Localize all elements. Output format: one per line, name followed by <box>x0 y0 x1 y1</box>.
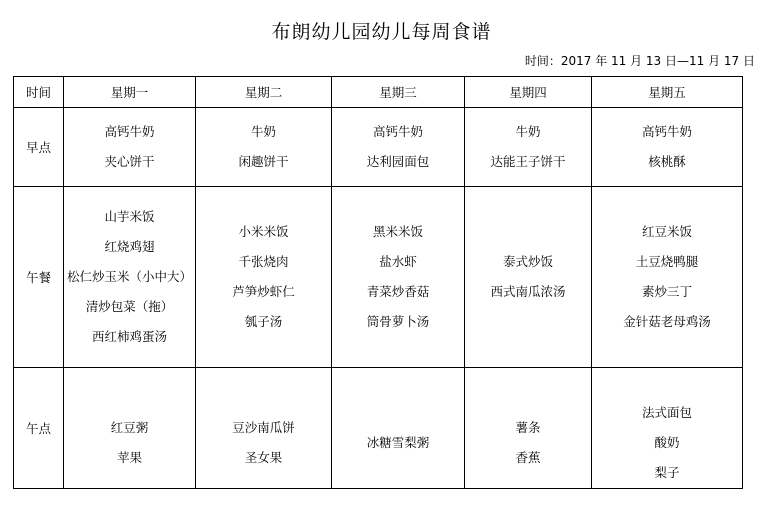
menu-item: 香蕉 <box>515 450 541 465</box>
menu-item: 红豆米饭 <box>641 224 692 239</box>
cell-breakfast-wed <box>332 108 465 187</box>
table-header-row <box>14 77 743 108</box>
menu-item: 红烧鸡翅 <box>104 239 155 254</box>
menu-item: 冰糖雪梨粥 <box>366 435 430 450</box>
table-row-lunch <box>14 187 743 368</box>
menu-item: 夹心饼干 <box>104 154 155 169</box>
cell-snack-wed <box>332 368 465 489</box>
row-label-lunch: 午餐 <box>14 187 64 368</box>
header-friday: 星期五 <box>592 77 743 108</box>
menu-item: 青菜炒香菇 <box>366 284 430 299</box>
menu-item: 筒骨萝卜汤 <box>366 314 430 329</box>
menu-item: 豆沙南瓜饼 <box>232 420 295 435</box>
menu-item: 金针菇老母鸡汤 <box>623 314 711 329</box>
menu-item: 苹果 <box>116 450 142 465</box>
header-tuesday: 星期二 <box>196 77 332 108</box>
table-row-breakfast <box>14 108 743 187</box>
cell-snack-mon <box>64 368 196 489</box>
header-time: 时间 <box>14 77 64 108</box>
cell-lunch-wed <box>332 187 465 368</box>
weekly-menu-table <box>13 76 743 489</box>
menu-item: 盐水虾 <box>379 254 417 269</box>
menu-item: 土豆烧鸭腿 <box>635 254 699 269</box>
cell-lunch-tue <box>196 187 332 368</box>
menu-item: 牛奶 <box>515 124 541 139</box>
menu-item: 达利园面包 <box>366 154 430 169</box>
menu-item: 瓠子汤 <box>244 314 283 329</box>
menu-item: 西红柿鸡蛋汤 <box>91 329 167 344</box>
menu-item: 西式南瓜浓汤 <box>490 284 566 299</box>
menu-item: 梨子 <box>654 465 680 480</box>
cell-breakfast-thu <box>465 108 592 187</box>
cell-snack-fri <box>592 368 743 489</box>
cell-breakfast-fri <box>592 108 743 187</box>
page-title: 布朗幼儿园幼儿每周食谱 <box>271 21 492 43</box>
menu-item: 松仁炒玉米（小中大） <box>66 269 192 284</box>
menu-item: 闲趣饼干 <box>238 154 289 169</box>
cell-snack-thu <box>465 368 592 489</box>
menu-item: 薯条 <box>515 420 541 435</box>
row-label-afternoon-snack: 午点 <box>14 368 64 489</box>
menu-item: 高钙牛奶 <box>104 124 155 139</box>
cell-snack-tue <box>196 368 332 489</box>
header-thursday: 星期四 <box>465 77 592 108</box>
header-wednesday: 星期三 <box>332 77 465 108</box>
row-label-breakfast: 早点 <box>14 108 64 187</box>
menu-item: 圣女果 <box>244 450 283 465</box>
menu-item: 法式面包 <box>641 405 692 420</box>
menu-item: 达能王子饼干 <box>490 154 566 169</box>
menu-item: 酸奶 <box>654 435 680 450</box>
menu-item: 红豆粥 <box>110 420 149 435</box>
menu-item: 牛奶 <box>250 124 276 139</box>
menu-item: 高钙牛奶 <box>641 124 692 139</box>
menu-item: 小米米饭 <box>238 224 289 239</box>
table-row-afternoon-snack <box>14 368 743 489</box>
date-range: 时间：2017 年 11 月 13 日—11 月 17 日 <box>524 54 755 68</box>
cell-lunch-thu <box>465 187 592 368</box>
cell-breakfast-tue <box>196 108 332 187</box>
cell-lunch-fri <box>592 187 743 368</box>
menu-item: 核桃酥 <box>648 154 686 169</box>
menu-item: 芦笋炒虾仁 <box>232 284 295 299</box>
menu-item: 黑米米饭 <box>372 224 423 239</box>
menu-item: 山芋米饭 <box>104 209 155 224</box>
cell-breakfast-mon <box>64 108 196 187</box>
cell-lunch-mon <box>64 187 196 368</box>
header-monday: 星期一 <box>64 77 196 108</box>
menu-item: 素炒三丁 <box>641 284 692 299</box>
menu-item: 泰式炒饭 <box>502 254 553 269</box>
menu-item: 高钙牛奶 <box>372 124 423 139</box>
menu-item: 千张烧肉 <box>238 254 289 269</box>
menu-item: 清炒包菜（拖） <box>85 299 174 314</box>
